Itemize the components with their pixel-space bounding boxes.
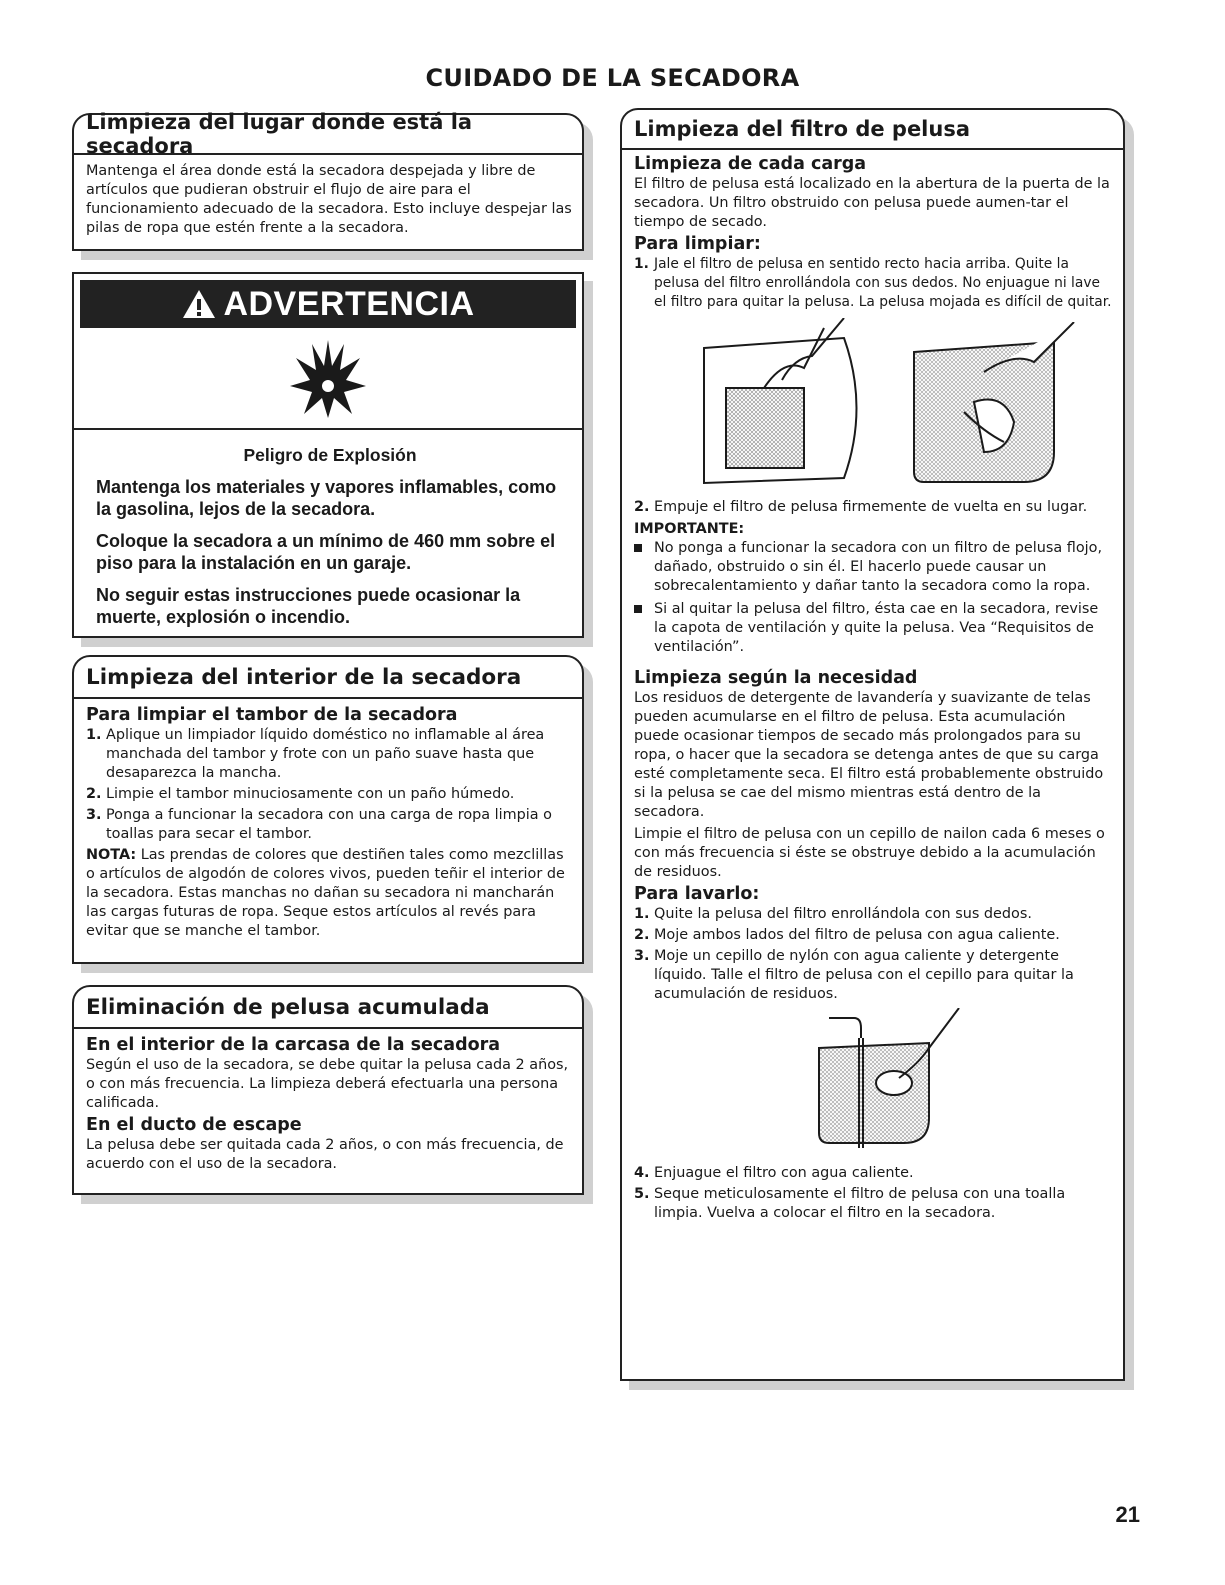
location-section bbox=[72, 110, 584, 251]
warning-banner bbox=[80, 280, 576, 328]
page-number: 21 bbox=[1115, 1502, 1140, 1527]
list-item: 1. Quite la pelusa del filtro enrollándola con sus dedos. bbox=[634, 906, 1032, 922]
warning-box bbox=[72, 272, 584, 638]
interior-heading: Limpieza del interior de la secadora bbox=[74, 657, 582, 699]
warning-hazard-title: Peligro de Explosión bbox=[243, 445, 417, 465]
interior-steps bbox=[86, 726, 572, 844]
dryer-door-filter-illustration bbox=[694, 318, 874, 488]
warning-line: Mantenga los materiales y vapores inflamables, como la gasolina, lejos de la secadora. bbox=[96, 477, 557, 519]
list-item: Si al quitar la pelusa del filtro, ésta cae en la secadora, revise la capota de ventilación y quite la pelusa. Vea “Requisitos de ventilación”. bbox=[634, 600, 1113, 657]
lint-removal-body1: Según el uso de la secadora, se debe quitar la pelusa cada 2 años, o con más frecuencia. La limpieza deberá efectuarla una persona calificada. bbox=[86, 1057, 569, 1111]
location-body: Mantenga el área donde está la secadora despejada y libre de artículos que pudieran obstruir el flujo de aire para el funcionamiento adecuado de la secadora. Esto incluye despejar las pilas de ropa que estén frente a la secadora. bbox=[86, 163, 572, 236]
to-clean-heading: Para limpiar: bbox=[634, 234, 761, 254]
location-heading: Limpieza del lugar donde está la secadora bbox=[74, 115, 582, 155]
warning-line: Coloque la secadora a un mínimo de 460 mm sobre el piso para la instalación en un garaje. bbox=[96, 531, 556, 573]
list-item: 1. Jale el filtro de pelusa en sentido recto hacia arriba. Quite la pelusa del filtro enrollándola con sus dedos. No enjuague ni lave el filtro para quitar la pelusa. La pelusa mojada es difícil de quitar. bbox=[634, 256, 1112, 310]
important-label: IMPORTANTE: bbox=[634, 521, 745, 537]
filter-heading: Limpieza del filtro de pelusa bbox=[622, 110, 1123, 150]
list-item: 4. Enjuague el filtro con agua caliente. bbox=[634, 1165, 914, 1181]
list-item: 3. Ponga a funcionar la secadora con una carga de ropa limpia o toallas para secar el tambor. bbox=[86, 807, 552, 842]
filter-section bbox=[620, 108, 1125, 1381]
interior-section bbox=[72, 655, 584, 964]
as-needed-body1: Los residuos de detergente de lavandería y suavizante de telas pueden acumularse en el filtro de pelusa. Esta acumulación puede ocasionar tiempos de secado más prolongados para su ropa, o hacer que la secadora se detenga antes de que su carga esté completamente seca. El filtro está probablemente obstruido si la pelusa se cae del mismo mientras está dentro de la secadora. bbox=[634, 690, 1104, 820]
page-title: CUIDADO DE LA SECADORA bbox=[425, 64, 800, 92]
as-needed-body2: Limpie el filtro de pelusa con un cepillo de nailon cada 6 meses o con más frecuencia si éste se obstruye debido a la acumulación de residuos. bbox=[634, 826, 1105, 880]
list-item: 1. Aplique un limpiador líquido doméstico no inflamable al área manchada del tambor y frote con un paño suave hasta que desaparezca la mancha. bbox=[86, 727, 545, 781]
list-item: No ponga a funcionar la secadora con un filtro de pelusa flojo, dañado, obstruido o sin él. El hacerlo puede causar un sobrecalentamiento y dañar tanto la secadora como la ropa. bbox=[634, 539, 1113, 596]
list-item: 2. Empuje el filtro de pelusa firmemente de vuelta en su lugar. bbox=[634, 499, 1088, 515]
interior-subheading: Para limpiar el tambor de la secadora bbox=[86, 705, 458, 725]
every-load-body: El filtro de pelusa está localizado en la abertura de la puerta de la secadora. Un filtro obstruido con pelusa puede aumen-tar el tiempo de secado. bbox=[634, 176, 1110, 230]
every-load-heading: Limpieza de cada carga bbox=[634, 154, 867, 174]
warning-triangle-icon bbox=[181, 288, 217, 320]
important-list bbox=[634, 539, 1113, 657]
to-wash-heading: Para lavarlo: bbox=[634, 884, 760, 904]
explosion-icon bbox=[74, 328, 582, 430]
warning-line: No seguir estas instrucciones puede ocasionar la muerte, explosión o incendio. bbox=[96, 585, 521, 627]
warning-banner-label: ADVERTENCIA bbox=[223, 284, 475, 323]
filter-washing-illustration bbox=[634, 1006, 1113, 1162]
filter-lint-removal-illustration bbox=[904, 322, 1084, 492]
interior-note: NOTA: Las prendas de colores que destiñen tales como mezclillas o artículos de algodón de colores vivos, pueden teñir el interior de la secadora. Estas manchas no dañan su secadora ni mancharán las cargas futuras de ropa. Seque estos artículos al revés para evitar que se manche el tambor. bbox=[86, 847, 565, 939]
list-item: 3. Moje un cepillo de nylón con agua caliente y detergente líquido. Talle el filtro de pelusa con el cepillo para quitar la acumulación de residuos. bbox=[634, 948, 1074, 1002]
faucet-brush-illustration bbox=[799, 1008, 969, 1158]
list-item: 5. Seque meticulosamente el filtro de pelusa con una toalla limpia. Vuelva a colocar el filtro en la secadora. bbox=[634, 1186, 1066, 1221]
lint-removal-sub1: En el interior de la carcasa de la secadora bbox=[86, 1035, 501, 1055]
lint-removal-sub2: En el ducto de escape bbox=[86, 1115, 302, 1135]
list-item: 2. Limpie el tambor minuciosamente con un paño húmedo. bbox=[86, 786, 515, 802]
lint-removal-heading: Eliminación de pelusa acumulada bbox=[74, 987, 582, 1029]
lint-removal-body2: La pelusa debe ser quitada cada 2 años, o con más frecuencia, de acuerdo con el uso de la secadora. bbox=[86, 1137, 564, 1172]
lint-removal-section bbox=[72, 985, 584, 1195]
filter-removal-illustrations bbox=[634, 314, 1113, 494]
list-item: 2. Moje ambos lados del filtro de pelusa con agua caliente. bbox=[634, 927, 1060, 943]
as-needed-heading: Limpieza según la necesidad bbox=[634, 668, 918, 688]
